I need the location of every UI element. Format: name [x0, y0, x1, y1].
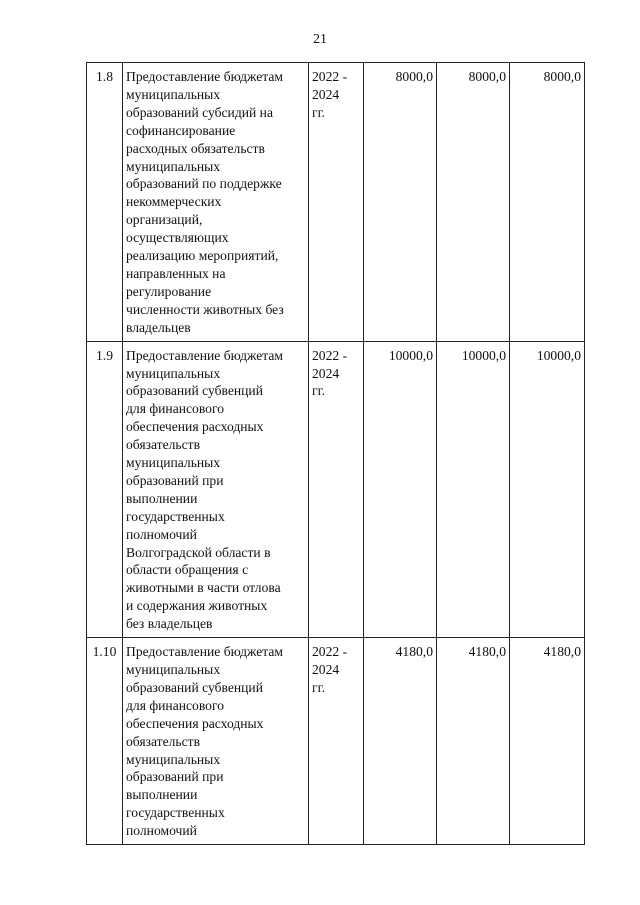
row-number: 1.8 [87, 63, 123, 342]
row-amount: 4180,0 [437, 638, 510, 845]
row-period: 2022 - 2024 гг. [309, 63, 364, 342]
row-period: 2022 - 2024 гг. [309, 638, 364, 845]
table-row [87, 638, 585, 845]
table-row [87, 341, 585, 638]
row-amount: 8000,0 [510, 63, 585, 342]
row-amount: 10000,0 [437, 341, 510, 638]
row-amount: 10000,0 [510, 341, 585, 638]
budget-table [86, 62, 585, 845]
row-period: 2022 - 2024 гг. [309, 341, 364, 638]
row-amount: 8000,0 [437, 63, 510, 342]
row-amount: 4180,0 [510, 638, 585, 845]
row-number: 1.10 [87, 638, 123, 845]
row-description: Предоставление бюджетам муниципальных образований субвенций для финансового обеспечения расходных обязательств муниципальных образований при выполнении государственных полномочий [123, 638, 309, 845]
row-description: Предоставление бюджетам муниципальных образований субсидий на софинансирование расходных обязательств муниципальных образований по поддержке некоммерческих организаций, осуществляющих реализацию мероприятий, направленных на регулирование численности животных без владельцев [123, 63, 309, 342]
row-description: Предоставление бюджетам муниципальных образований субвенций для финансового обеспечения расходных обязательств муниципальных образований при выполнении государственных полномочий Волгоградской области в области обращения с животными в части отлова и содержания животных без владельцев [123, 341, 309, 638]
row-number: 1.9 [87, 341, 123, 638]
row-amount: 10000,0 [364, 341, 437, 638]
page-number: 21 [313, 32, 327, 47]
row-amount: 8000,0 [364, 63, 437, 342]
row-amount: 4180,0 [364, 638, 437, 845]
table-row [87, 63, 585, 342]
